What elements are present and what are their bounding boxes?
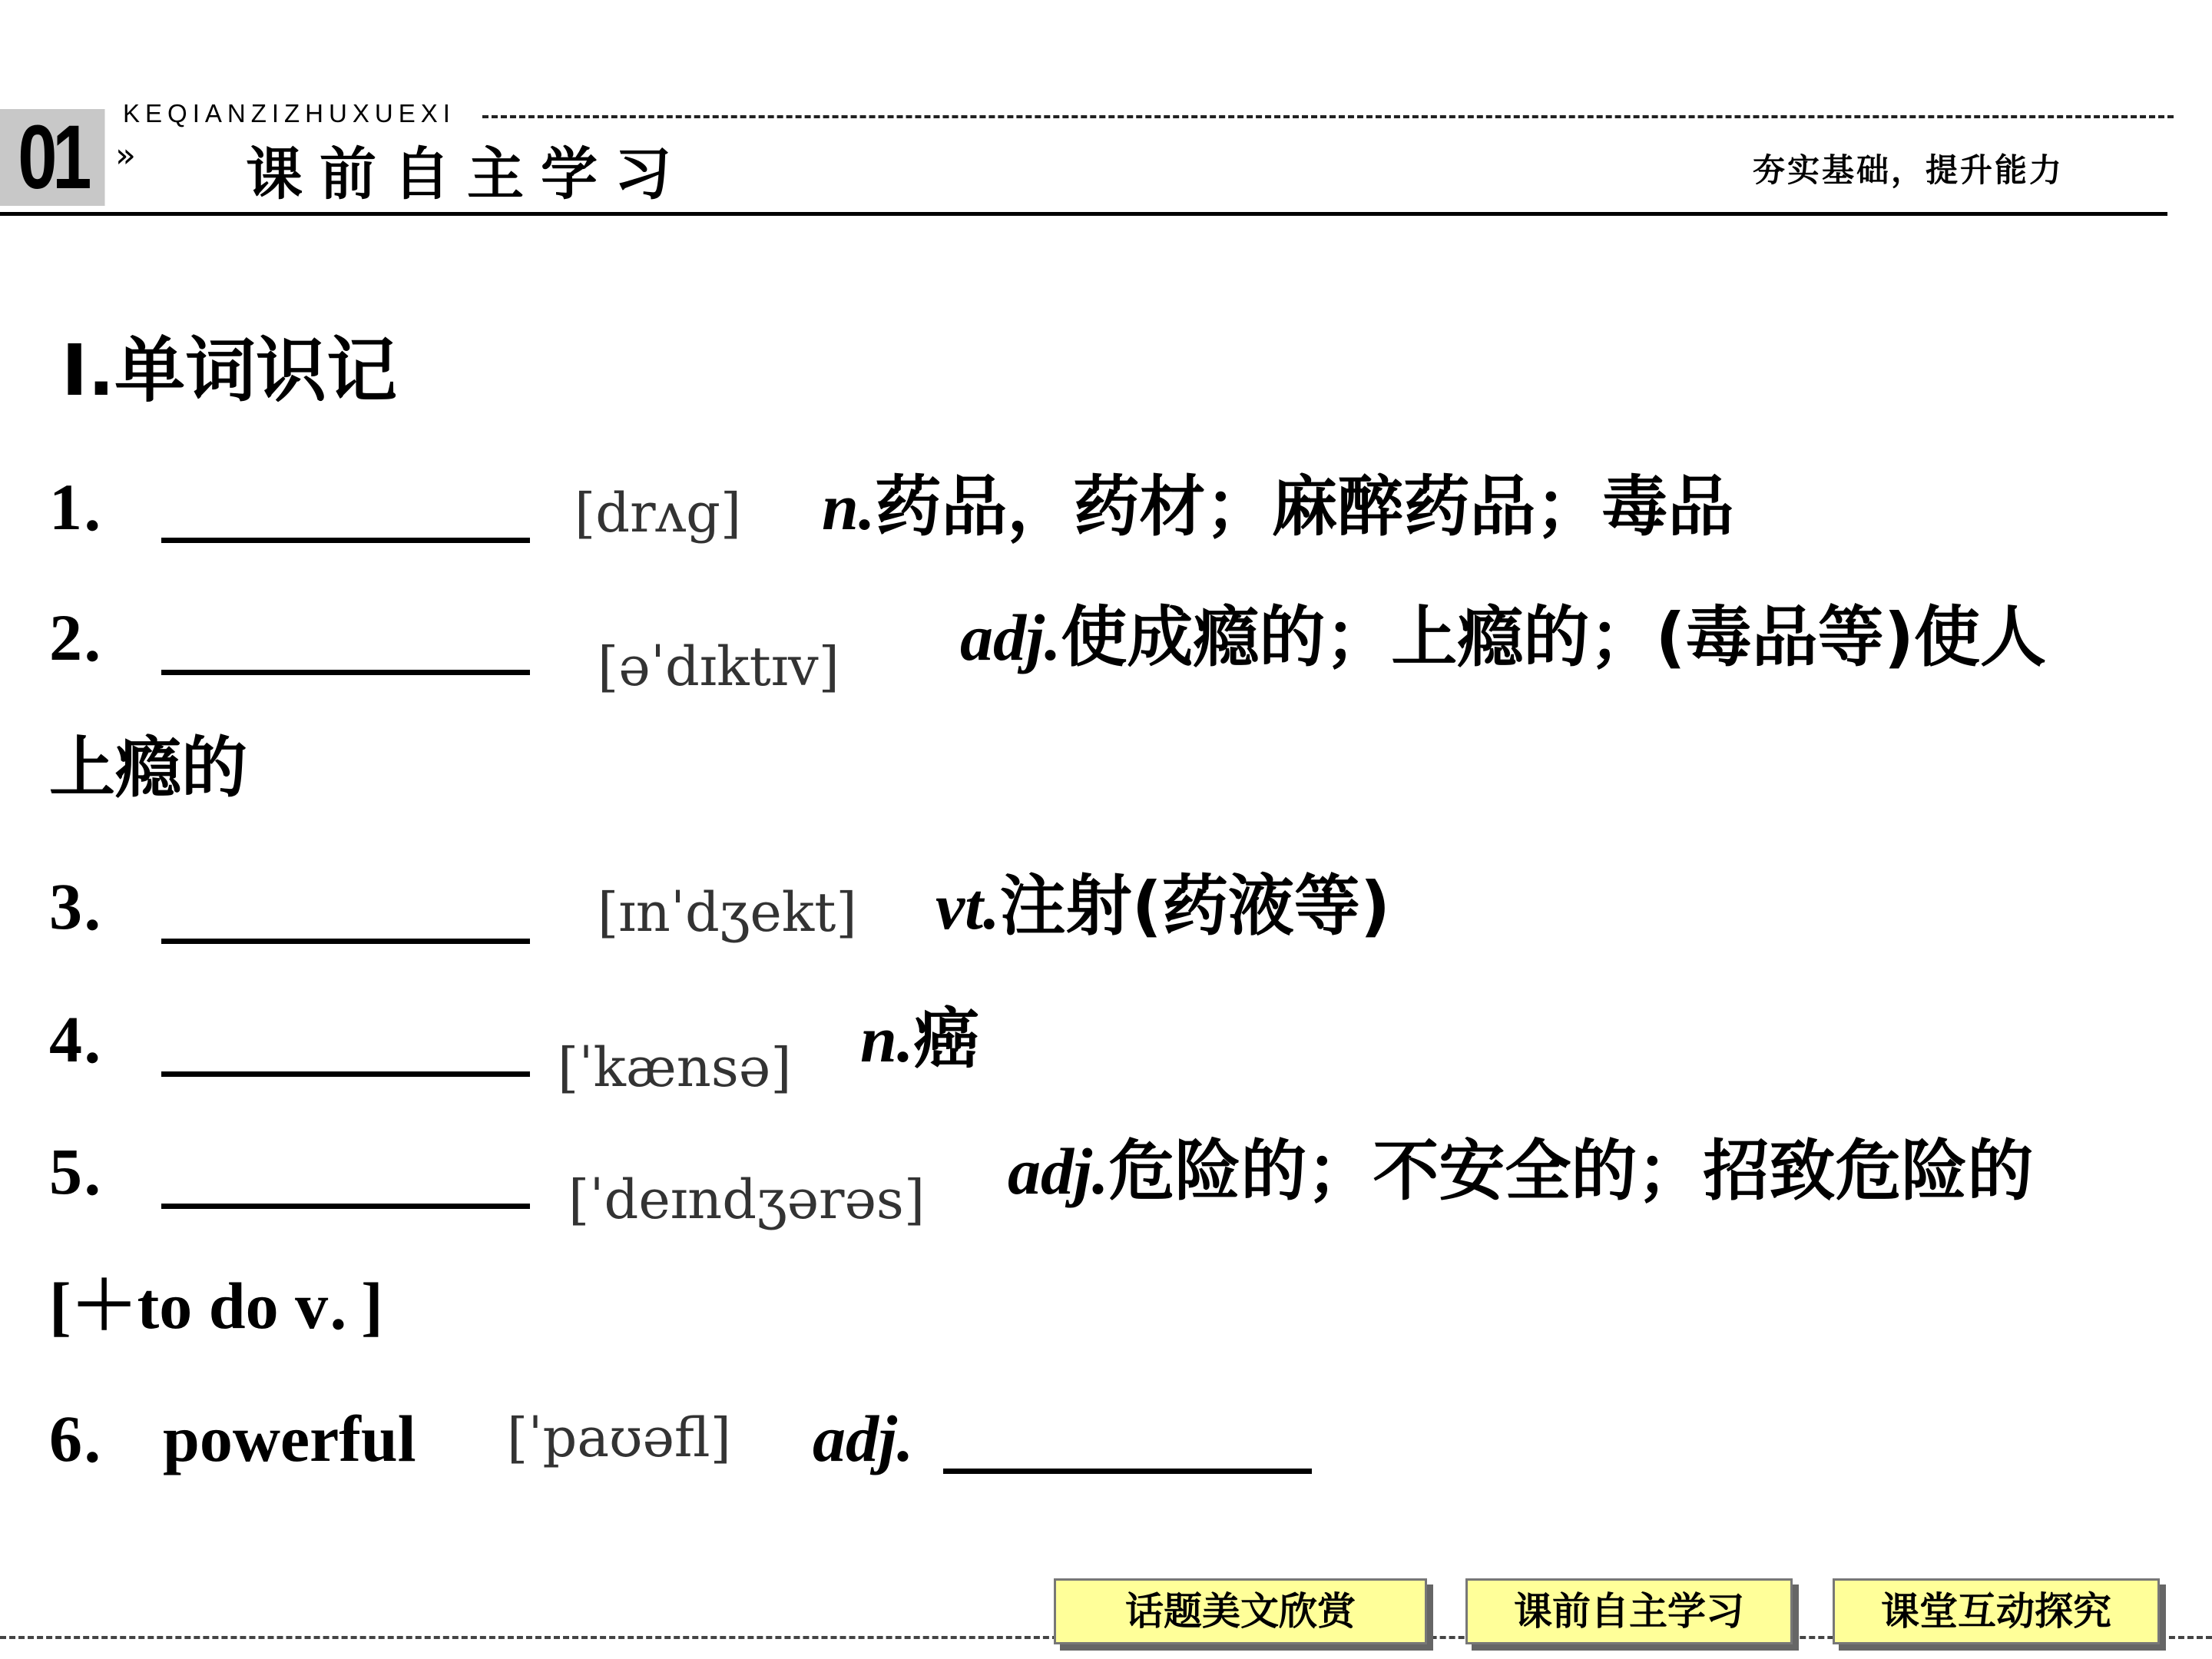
- part-of-speech: n.: [860, 1002, 914, 1076]
- vocab-heading: Ⅰ.单词识记: [61, 329, 398, 412]
- phonetic: [ˈkænsə]: [558, 1036, 792, 1099]
- vocab-word: powerful: [163, 1402, 416, 1475]
- header-dashed-line: [482, 115, 2174, 118]
- nav-class-interaction-button[interactable]: 课堂互动探究: [1833, 1578, 2160, 1644]
- answer-blank[interactable]: [161, 1071, 530, 1077]
- definition-line: [935, 864, 1390, 949]
- phonetic: [əˈdɪktɪv]: [598, 635, 839, 698]
- part-of-speech: adj.: [1008, 1134, 1109, 1208]
- definition-continuation: 上瘾的: [49, 730, 247, 806]
- phonetic: [ˈpaʊəfl]: [507, 1406, 731, 1469]
- vocab-item-1: [49, 465, 163, 549]
- header-rule: [0, 212, 2167, 216]
- section-header: [0, 0, 2212, 223]
- definition-line: [860, 997, 979, 1081]
- item-number: 2．: [49, 601, 148, 674]
- part-of-speech: n.: [822, 470, 876, 544]
- item-number: 6．: [49, 1402, 148, 1475]
- definition: 危险的；不安全的；招致危险的: [1108, 1133, 2034, 1210]
- answer-blank[interactable]: [161, 538, 530, 543]
- item-number: 5．: [49, 1134, 148, 1208]
- definition: 癌: [913, 1001, 980, 1078]
- nav-topic-reading-button[interactable]: 话题美文欣赏: [1054, 1578, 1427, 1644]
- section-title: 课前自主学习: [246, 141, 688, 207]
- vocab-item-5: [49, 1129, 163, 1214]
- vocab-item-4: [49, 997, 163, 1081]
- definition: 药品，药材；麻醉药品；毒品: [875, 469, 1734, 545]
- phonetic: [drʌg]: [575, 482, 742, 545]
- definition-line: [813, 1396, 913, 1481]
- answer-blank[interactable]: [161, 670, 530, 675]
- chevron-right-icon: »: [115, 136, 136, 175]
- nav-preview-study-button[interactable]: 课前自主学习: [1465, 1578, 1793, 1644]
- definition-line: [960, 595, 2046, 680]
- section-pinyin: KEQIANZIZHUXUEXI: [123, 99, 455, 127]
- definition: 使成瘾的；上瘾的；(毒品等)使人: [1061, 599, 2047, 676]
- part-of-speech: vt.: [935, 869, 1000, 943]
- part-of-speech: adj.: [813, 1402, 914, 1475]
- definition-continuation: [＋to do v．]: [49, 1269, 383, 1343]
- item-number: 4．: [49, 1002, 148, 1076]
- section-slogan: 夯实基础，提升能力: [1753, 151, 2065, 189]
- phonetic: [ˈdeɪndʒərəs]: [568, 1168, 926, 1231]
- definition-line: [1008, 1129, 2033, 1214]
- answer-blank[interactable]: [943, 1469, 1312, 1474]
- item-number: 1．: [49, 470, 148, 544]
- definition-line: [822, 465, 1734, 549]
- vocab-item-6: [49, 1396, 416, 1481]
- phonetic: [ɪnˈdʒekt]: [598, 881, 857, 944]
- answer-blank[interactable]: [161, 939, 530, 944]
- definition: 注射(药液等): [999, 868, 1391, 945]
- vocab-item-2: [49, 595, 163, 680]
- item-number: 3．: [49, 869, 148, 943]
- section-number: 01: [0, 109, 105, 206]
- vocab-item-3: [49, 864, 163, 949]
- answer-blank[interactable]: [161, 1204, 530, 1209]
- part-of-speech: adj.: [960, 601, 1061, 674]
